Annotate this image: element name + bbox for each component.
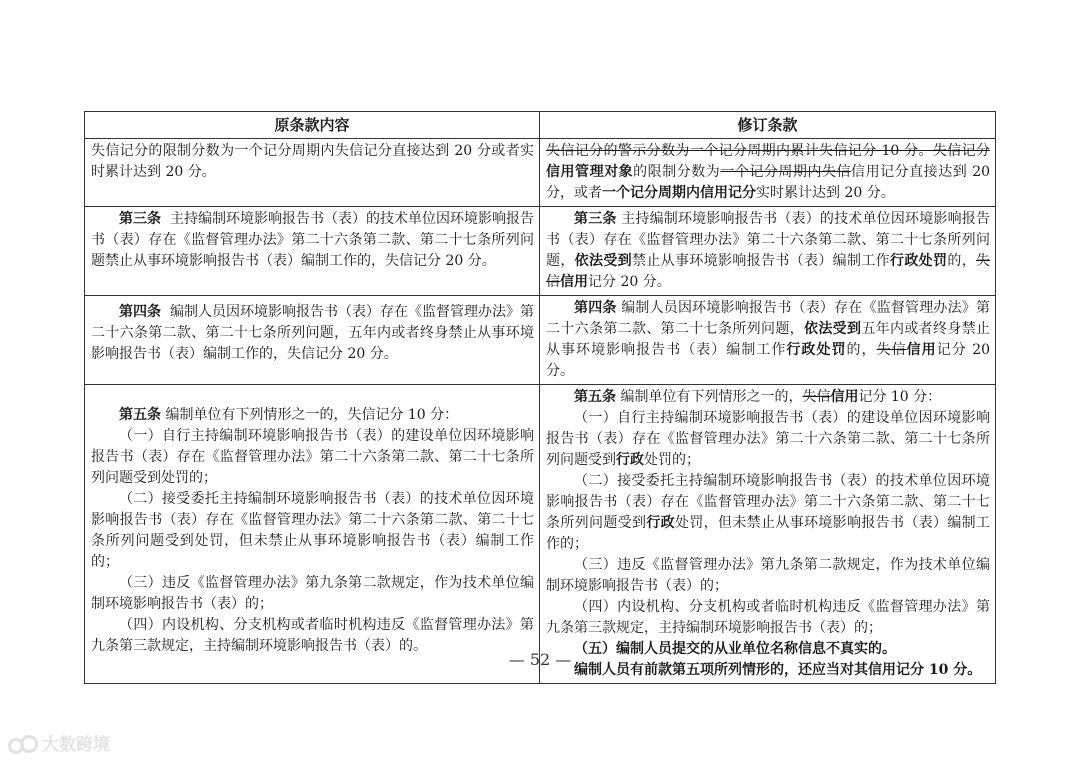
text-run: 记分 10 分： bbox=[858, 389, 942, 405]
text-run: 记分 20 分。 bbox=[588, 274, 671, 290]
header-revised: 修订条款 bbox=[540, 112, 996, 139]
text-run: （一）自行主持编制环境影响报告书（表）的建设单位因环境影响报告书（表）存在《监督管理办法》第二十六条第二款、第二十七条所列问题受到 bbox=[546, 410, 990, 468]
row4-original bbox=[85, 296, 540, 385]
row2-original bbox=[85, 139, 540, 207]
paragraph bbox=[91, 405, 534, 426]
paragraph bbox=[546, 555, 990, 597]
text-run: 编制单位有下列情形之一的，失信记分 10 分： bbox=[161, 407, 459, 423]
text-run: 记分 20 分。 bbox=[546, 342, 991, 379]
text-run: 处罚的； bbox=[644, 452, 700, 468]
deleted-text: 失信 bbox=[546, 253, 991, 290]
row2-original-text: 失信记分的限制分数为一个记分周期内失信记分直接达到 20 分或者实时累计达到 20 分。 bbox=[91, 143, 534, 180]
comparison-table bbox=[84, 111, 996, 684]
text-run: 主持编制环境影响报告书（表）的技术单位因环境影响报告书（表）存在《监督管理办法》第二十六条第二款、第二十七条所列问题， bbox=[546, 211, 990, 269]
table-row bbox=[85, 207, 996, 296]
deleted-text: 失信 bbox=[802, 389, 831, 405]
added-text: 编制人员有前款第五项所列情形的，还应当对其信用记分 10 分。 bbox=[574, 662, 982, 678]
row3-revised bbox=[540, 207, 996, 296]
text-run: （三）违反《监督管理办法》第九条第二款规定，作为技术单位编制环境影响报告书（表）的； bbox=[546, 557, 990, 594]
added-text: 信用 bbox=[560, 274, 588, 290]
added-text: 一个记分周期内信用记分 bbox=[602, 185, 756, 201]
article-label: 第三条 bbox=[119, 211, 162, 227]
header-original: 原条款内容 bbox=[85, 112, 540, 139]
added-text: 行政处罚 bbox=[890, 253, 948, 269]
text-run: （四）内设机构、分支机构或者临时机构违反《监督管理办法》第九条第三款规定，主持编制环境影响报告书（表）的； bbox=[546, 599, 990, 636]
row5-revised-paragraphs bbox=[546, 387, 990, 681]
row5-revised bbox=[540, 385, 996, 684]
deleted-text: 失信记分的警示分数为一个记分周期内累计失信记分 10 分。失信记分 bbox=[546, 143, 990, 159]
text-run: 的， bbox=[947, 253, 977, 269]
watermark bbox=[8, 730, 110, 755]
deleted-text: 失信 bbox=[876, 342, 907, 358]
row5-original bbox=[85, 385, 540, 684]
page-number: — 52 — bbox=[508, 650, 572, 669]
text-run: 编制单位有下列情形之一的， bbox=[616, 389, 803, 405]
added-text: 行政 bbox=[616, 452, 644, 468]
deleted-text: 一个记分周期内失信 bbox=[720, 164, 852, 180]
added-text: 第四条 bbox=[574, 300, 617, 316]
added-text: 信用管理对象 bbox=[546, 164, 634, 180]
text-run: （四）内设机构、分支机构或者临时机构违反《监督管理办法》第九条第三款规定，主持编制环境影响报告书（表）的。 bbox=[91, 617, 534, 654]
added-text: 依法受到 bbox=[804, 321, 862, 337]
row2-revised bbox=[540, 139, 996, 207]
text-run: （一）自行主持编制环境影响报告书（表）的建设单位因环境影响报告书（表）存在《监督管理办法》第二十六条第二款、第二十七条所列问题受到处罚的； bbox=[91, 428, 534, 486]
text-run: 的限制分数为 bbox=[633, 164, 721, 180]
paragraph bbox=[546, 408, 990, 471]
paragraph bbox=[91, 489, 534, 573]
text-run: 编制人员因环境影响报告书（表）存在《监督管理办法》第二十六条第二款、第二十七条所列问题， bbox=[546, 300, 990, 337]
paragraph bbox=[546, 387, 990, 408]
paragraph bbox=[546, 597, 990, 639]
table-row bbox=[85, 139, 996, 207]
paragraph bbox=[91, 573, 534, 615]
text-run: （二）接受委托主持编制环境影响报告书（表）的技术单位因环境影响报告书（表）存在《监督管理办法》第二十六条第二款、第二十七条所列问题受到 bbox=[546, 473, 990, 531]
added-text: 第五条 bbox=[574, 389, 616, 405]
text-run: 五年内或者终身禁止从事环境影响报告书（表）编制工作 bbox=[546, 321, 991, 358]
table-row bbox=[85, 385, 996, 684]
row4-revised bbox=[540, 296, 996, 385]
added-text: 信用 bbox=[906, 342, 937, 358]
row3-revised-text bbox=[546, 209, 990, 293]
text-run: 禁止从事环境影响报告书（表）编制工作 bbox=[632, 253, 891, 269]
added-text: 行政 bbox=[646, 515, 676, 531]
row3-original bbox=[85, 207, 540, 296]
added-text: 第三条 bbox=[574, 211, 617, 227]
text-run: （二）接受委托主持编制环境影响报告书（表）的技术单位因环境影响报告书（表）存在《监督管理办法》第二十六条第二款、第二十七条所列问题受到处罚，但未禁止从事环境影响报告书（表）编制工作的； bbox=[91, 491, 534, 570]
row5-original-paragraphs bbox=[91, 405, 534, 657]
row2-revised-text bbox=[546, 141, 990, 204]
watermark-text: 大数跨境 bbox=[42, 735, 110, 755]
article-label: 第四条 bbox=[119, 304, 162, 320]
added-text: 第五条 bbox=[119, 407, 161, 423]
row4-revised-text bbox=[546, 298, 990, 382]
text-run: 的， bbox=[846, 342, 877, 358]
paragraph bbox=[546, 471, 990, 555]
text-run: 处罚，但未禁止从事环境影响报告书（表）编制工作的； bbox=[546, 515, 991, 552]
text-run: （三）违反《监督管理办法》第九条第二款规定，作为技术单位编制环境影响报告书（表）的； bbox=[91, 575, 534, 612]
added-text: 依法受到 bbox=[574, 253, 633, 269]
row4-original-text: 编制人员因环境影响报告书（表）存在《监督管理办法》第二十六条第二款、第二十七条所列问题，五年内或者终身禁止从事环境影响报告书（表）编制工作的，失信记分 20 分。 bbox=[91, 304, 535, 362]
text-run: 信用记分直接达到 20 分，或者 bbox=[546, 164, 991, 201]
row3-original-text: 主持编制环境影响报告书（表）的技术单位因环境影响报告书（表）存在《监督管理办法》第二十六条第二款、第二十七条所列问题禁止从事环境影响报告书（表）编制工作的，失信记分 20 分。 bbox=[91, 211, 535, 269]
added-text: （五）编制人员提交的从业单位名称信息不真实的。 bbox=[574, 641, 896, 657]
table-row bbox=[85, 296, 996, 385]
text-run: 实时累计达到 20 分。 bbox=[756, 185, 895, 201]
added-text: 信用 bbox=[830, 389, 859, 405]
watermark-logo-icon bbox=[8, 732, 38, 754]
table-header-row bbox=[85, 112, 996, 139]
paragraph bbox=[91, 426, 534, 489]
added-text: 行政处罚 bbox=[786, 342, 847, 358]
